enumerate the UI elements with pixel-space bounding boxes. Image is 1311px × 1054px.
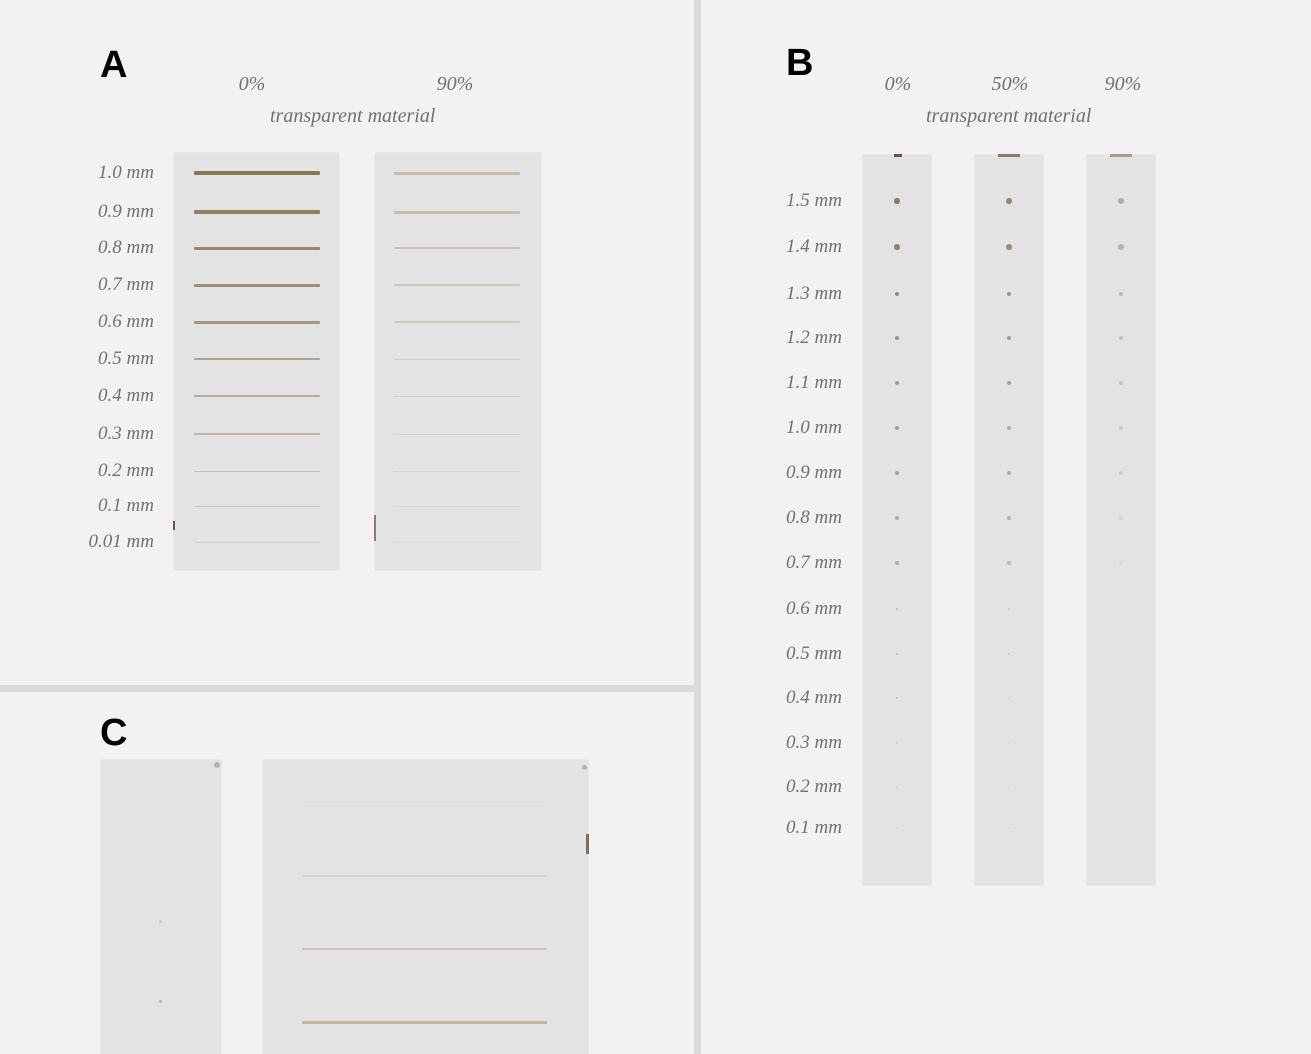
panel-b-dot [1007,426,1011,430]
panel-b-row-label: 0.4 mm [786,687,842,708]
panel-a-col-0: 0% [238,73,266,95]
panel-b-dot [1006,244,1011,249]
panel-a-row-label: 0.9 mm [98,201,154,222]
panel-c-dot [159,1000,162,1003]
panel-a-line-90pct [394,471,520,472]
panel-b-dot [1007,516,1010,519]
panel-a-line-0pct [194,247,320,250]
panel-a-line-90pct [394,506,520,507]
panel-b-dot [895,561,898,564]
panel-b-dot [1008,786,1010,788]
panel-b-dot [1006,198,1012,204]
panel-a-line-90pct [394,359,520,360]
panel-b-dot [1118,244,1123,249]
panel-b-dot [895,471,899,475]
panel-a-col-1: 90% [436,73,474,95]
panel-c-strip-right [263,760,588,1054]
panel-c-corner-mark [582,765,587,770]
panel-a-strip-0 [174,153,339,570]
panel-b-dot [894,198,900,204]
panel-a-line-0pct [194,542,320,543]
panel-a-line-0pct [194,433,320,435]
panel-c-letter: C [100,712,128,754]
panel-b-row-label: 0.8 mm [786,507,842,528]
panel-b-col-0: 0% [884,73,912,95]
panel-c-line [302,948,547,950]
panel-a-line-0pct [194,171,320,175]
panel-b-strip-2 [1087,155,1155,885]
panel-b-dot [1120,742,1122,744]
panel-b-dot [895,516,898,519]
panel-b-col-2: 90% [1104,73,1142,95]
panel-b-row-label: 0.2 mm [786,776,842,797]
panel-b-dot [896,742,898,744]
panel-a-row-label: 1.0 mm [98,162,154,183]
panel-a-line-0pct [194,321,320,324]
panel-c-strip-left [101,760,221,1054]
panel-b-dot [1120,786,1122,788]
panel-a-row-label: 0.5 mm [98,348,154,369]
panel-a-line-90pct [394,211,520,214]
panel-b-row-label: 0.9 mm [786,462,842,483]
panel-b-letter: B [786,42,814,84]
panel-b-dot [1008,742,1010,744]
panel-a-edge-mark [173,521,175,530]
panel-b-row-label: 1.2 mm [786,327,842,348]
panel-b-dot [1007,561,1010,564]
panel-b-top-mark [1110,154,1132,157]
panel-b-dot [1119,471,1123,475]
panel-b-row-label: 1.5 mm [786,190,842,211]
panel-a-row-label: 0.7 mm [98,274,154,295]
panel-b-caption: transparent material [926,105,1092,127]
panel-a-edge-mark [374,515,376,541]
panel-c-corner-mark [214,762,220,768]
vertical-divider [694,0,701,1054]
panel-a-row-label: 0.6 mm [98,311,154,332]
panel-a-line-90pct [394,434,520,435]
panel-c-line [302,1021,547,1024]
panel-b-col-1: 50% [991,73,1029,95]
panel-b-strip-1 [975,155,1043,885]
panel-a-row-label: 0.4 mm [98,385,154,406]
panel-b-row-label: 1.3 mm [786,283,842,304]
panel-a-row-label: 0.01 mm [88,531,154,552]
panel-a-row-label: 0.1 mm [98,495,154,516]
panel-b-strip-0 [863,155,931,885]
panel-a-line-0pct [194,395,320,397]
panel-b-row-label: 0.3 mm [786,732,842,753]
panel-a-line-90pct [394,172,520,175]
panel-a-line-0pct [194,506,320,507]
panel-a-line-90pct [394,396,520,397]
panel-b-dot [1120,827,1122,829]
panel-a-line-0pct [194,358,320,360]
panel-b-dot [896,786,898,788]
panel-a-strip-1 [375,153,541,570]
panel-b-row-label: 0.7 mm [786,552,842,573]
panel-a-letter: A [100,44,128,86]
panel-a-line-0pct [194,210,320,214]
panel-b-dot [895,426,899,430]
panel-c-dot [159,920,162,923]
panel-b-dot [1119,516,1122,519]
panel-b-row-label: 0.6 mm [786,598,842,619]
panel-a-row-label: 0.2 mm [98,460,154,481]
panel-b-dot [1007,471,1011,475]
panel-a-caption: transparent material [270,105,436,127]
panel-b-row-label: 0.1 mm [786,817,842,838]
panel-b-row-label: 1.0 mm [786,417,842,438]
panel-b-dot [1008,827,1010,829]
panel-b-dot [896,827,898,829]
panel-b-dot [1119,561,1122,564]
panel-a-line-90pct [394,284,520,286]
panel-b-top-mark [998,154,1020,157]
panel-b-row-label: 1.4 mm [786,236,842,257]
panel-a-line-0pct [194,284,320,287]
panel-a-line-90pct [394,321,520,323]
panel-a-line-90pct [394,542,520,543]
panel-b-dot [1119,426,1123,430]
panel-a-row-label: 0.8 mm [98,237,154,258]
panel-c-edge-mark [586,834,589,854]
panel-b-row-label: 1.1 mm [786,372,842,393]
panel-c-line [302,802,547,803]
panel-a-line-0pct [194,471,320,472]
panel-c-line [302,875,547,877]
horizontal-divider [0,685,694,692]
panel-a-row-label: 0.3 mm [98,423,154,444]
panel-a-line-90pct [394,247,520,249]
panel-b-row-label: 0.5 mm [786,643,842,664]
panel-b-dot [894,244,899,249]
panel-b-top-mark [894,154,902,157]
panel-b-dot [1118,198,1124,204]
